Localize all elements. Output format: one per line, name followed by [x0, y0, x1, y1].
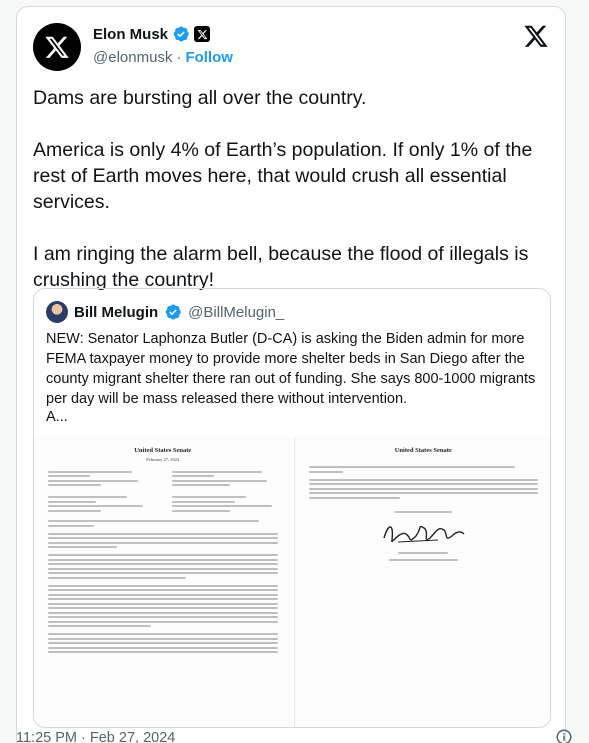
x-logo-mark: [44, 34, 70, 60]
letter-paragraph: [48, 585, 278, 628]
quote-header: [46, 301, 284, 323]
quote-avatar[interactable]: [46, 301, 68, 323]
tweet-timestamp[interactable]: 11:25 PM · Feb 27, 2024: [16, 730, 176, 743]
letter-body: [48, 520, 278, 527]
letterhead: United States Senate: [394, 447, 452, 454]
tweet-header: [33, 19, 549, 79]
letter-paragraph: [309, 479, 539, 499]
address-left: [48, 468, 154, 514]
follow-button[interactable]: Follow: [185, 49, 233, 66]
quote-more: A...: [46, 409, 68, 425]
verified-badge-icon: [164, 303, 182, 321]
tweet-card: [16, 6, 566, 743]
x-logo-avatar[interactable]: [33, 23, 81, 71]
tweet-paragraph: Dams are bursting all over the country.: [33, 87, 367, 109]
letter-page-2: [294, 437, 552, 728]
quote-author-name: Bill Melugin: [74, 303, 159, 321]
tweet-paragraph: I am ringing the alarm bell, because the flood of illegals is crushing the country!: [33, 243, 529, 291]
tweet-paragraph: America is only 4% of Earth’s population. If only 1% of the rest of Earth moves here, that would crush all essential services.: [33, 139, 533, 213]
letter-paragraph: [309, 466, 539, 473]
author-handle-row: [93, 49, 233, 66]
quote-text: NEW: Senator Laphonza Butler (D-CA) is asking the Biden admin for more FEMA taxpayer money to provide more shelter beds in San Diego after the county migrant shelter there ran out of funding. She says 800-1000 migrants per day will be mass released there without intervention.: [46, 331, 536, 407]
signature-block: [309, 509, 539, 564]
x-affiliate-mark: [197, 29, 208, 40]
document-image[interactable]: [34, 437, 551, 728]
separator-dot: ·: [176, 49, 182, 66]
info-icon[interactable]: [555, 728, 573, 743]
x-logo-icon[interactable]: [523, 23, 549, 49]
verified-badge-icon: [172, 25, 190, 43]
x-affiliate-badge-icon: [194, 26, 210, 42]
quote-author-handle: @BillMelugin_: [188, 303, 285, 321]
letter-paragraph: [48, 633, 278, 653]
letter-addresses: [48, 468, 278, 514]
author-name-row: [93, 25, 210, 43]
letter-page-1: [34, 437, 292, 728]
letter-date: February 27, 2024: [146, 457, 180, 462]
author-name[interactable]: Elon Musk: [93, 25, 169, 43]
address-right: [172, 468, 278, 514]
author-handle[interactable]: @elonmusk: [93, 49, 173, 66]
letter-paragraph: [48, 533, 278, 549]
letter-paragraph: [48, 554, 278, 579]
letterhead: United States Senate: [134, 447, 192, 454]
quoted-tweet[interactable]: [33, 288, 551, 728]
tweet-text: [33, 85, 553, 319]
handwritten-signature: [378, 516, 468, 550]
